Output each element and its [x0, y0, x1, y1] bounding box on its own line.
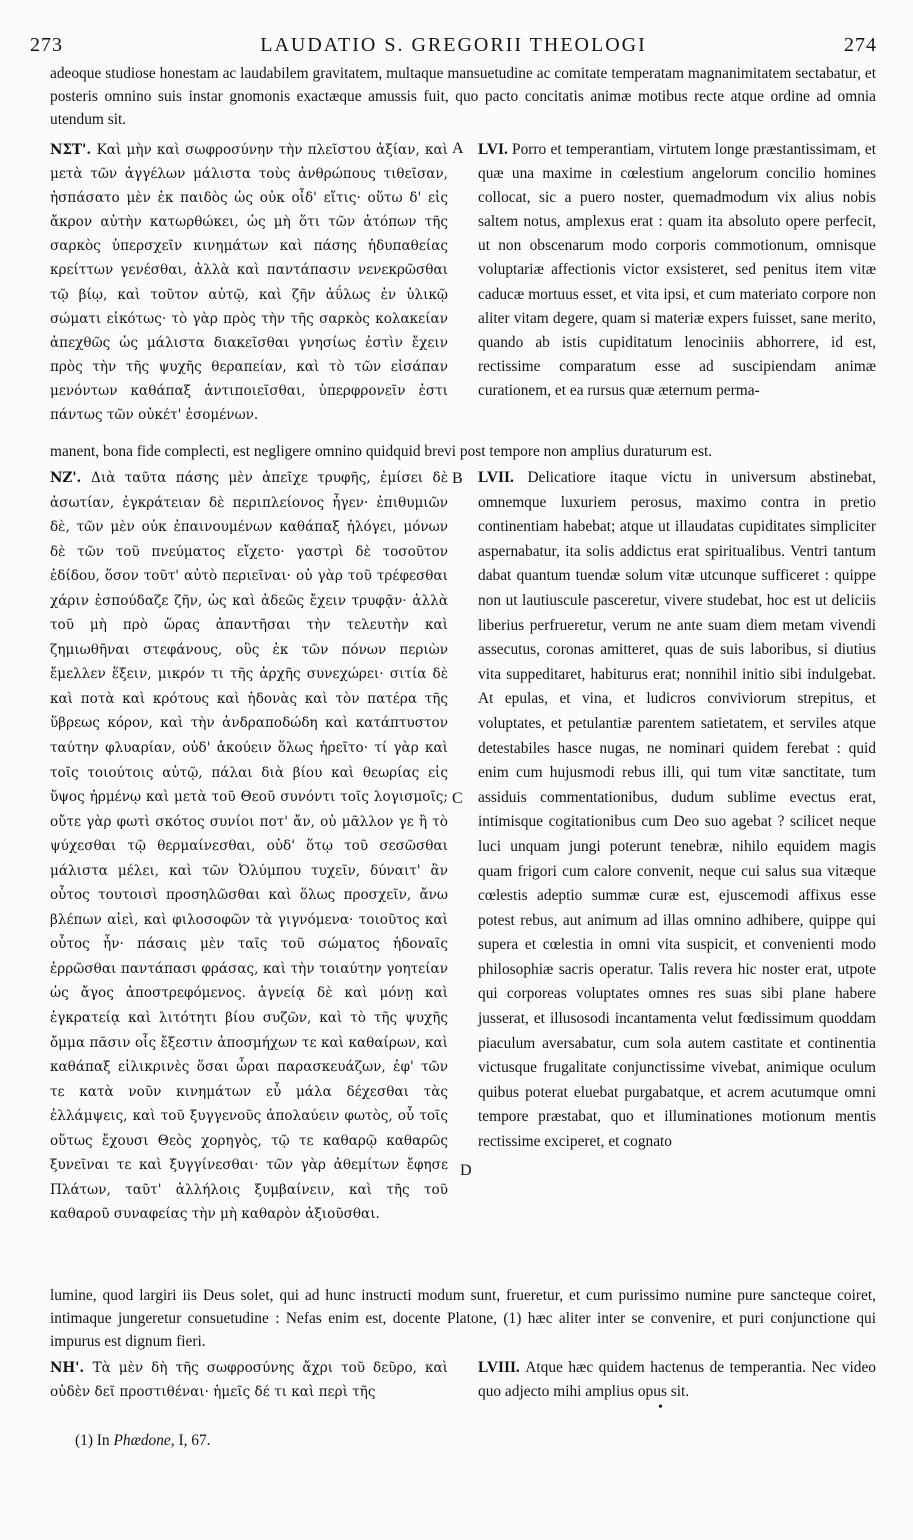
- latin-paragraph-58: [478, 1356, 876, 1404]
- greek-paragraph-56: [50, 138, 448, 427]
- greek-text-58: Τὰ μὲν δὴ τῆς σωφροσύνης ἄχρι τοῦ δεῦρο, καὶ οὐδὲν δεῖ προστιθέναι· ἡμεῖς δέ τι καὶ περὶ τῆς: [50, 1360, 448, 1401]
- margin-letter-d: D: [460, 1162, 472, 1179]
- margin-letter-c: C: [452, 790, 463, 807]
- footnote: [75, 1432, 211, 1450]
- latin-bridge-57: lumine, quod largiri iis Deus solet, qui ad hunc instructi modum sunt, frueretur, et cum purissimo numine pure sancteque coiret, intimaque jungeretur consuetudine : Nefas enim est, docente Platone, (1) hæc aliter inter se convenire, et puri conjunctione qui impurus est dignum fieri.: [50, 1287, 876, 1351]
- greek-section-number-57: ΝΖ'.: [50, 470, 92, 486]
- latin-section-number-56: LVI.: [478, 141, 513, 158]
- page-number-left: 273: [30, 34, 63, 56]
- page-number-right: 274: [844, 34, 877, 56]
- greek-section-number-56: ΝΣΤ'.: [50, 142, 97, 158]
- greek-text-57: Διὰ ταῦτα πάσης μὲν ἀπεῖχε τρυφῆς, ἐμίσει δὲ ἀσωτίαν, ἐγκράτειαν δὲ περιπλείονος ἦγεν· ἐπιθυμιῶν δὲ, τῶν μὲν οὐκ ἐπαινουμένων καθάπαξ ἠλόγει, μόνων δὲ τῶν τοῦ πνεύματος εἴχετο· γαστρὶ δὲ τοσοῦτον ἐδίδου, ὅσον τοῦτ' αὐτὸ περιεῖναι· οὐ γὰρ τοῦ τρέφεσθαι χάριν ἐσπούδαζε ζῆν, ὡς καὶ ἀδεῶς ἔχειν τρυφᾷν· ἀλλὰ τοῦ μὴ πρὸ ὥρας ἀπαντῆσαι τὴν τελευτὴν καὶ ζημιωθῆναι στεφάνους, οὓς ἐκ τῶν πόνων περιὼν ἔμελλεν ἕξειν, μικρόν τι τῆς ἀρχῆς συνεχώρει· σιτία δὲ καὶ ποτὰ καὶ κρότους καὶ ἡδονὰς καὶ τὸν πατέρα τῆς ὕβρεως κόρον, καὶ τὴν ἀνδραποδώδη καὶ κατάπτυστον ταύτην φλυαρίαν, οὐδ' ἀκούειν ὅλως ἠρεῖτο· τί γὰρ καὶ τοῖς τοιούτοις αὐτῷ, πάλαι διὰ βίου καὶ θεωρίας εἰς ὕψος ἠρμένῳ καὶ μετὰ τοῦ Θεοῦ συνόντι τοῖς λογισμοῖς; οὔτε γὰρ φωτὶ σκότος συνίοι ποτ' ἄν, οὐ μᾶλλον γε ἢ τὸ ψύχεσθαι τῷ θερμαίνεσθαι, οὐδ' ὅτῳ τοῦ σεσῶσθαι μάλιστα μέλει, καὶ τῶν Ὀλύμπου τυχεῖν, δύναιτ' ἂν οὗτος τουτοισὶ προσηλῶσθαι καὶ ὅλως προσχεῖν, ἄνω βλέπων αἰεὶ, καὶ φιλοσοφῶν τὰ γιγνόμενα· τοιοῦτος καὶ οὗτος ἦν· πάσαις μὲν ταῖς τοῦ σώματος ἡδοναῖς ἐρρῶσθαι παντάπασι φράσας, καὶ τὴν τοιαύτην γοητείαν ὡς ἄγος ἀποστρεφόμενος. ἁγνείᾳ δὲ καὶ μόνῃ καὶ ἐγκρατείᾳ καὶ λιτότητι βίου συζῶν, καὶ τὸ τῆς ψυχῆς ὄμμα πᾶσιν οἷς ἔξεστιν ἀποσμήχων τε καὶ καθαίρων, καὶ καθάπαξ εἰλικρινὲς ὅσαι ὧραι παρασκευάζων, ἐφ' τῶν τε κατὰ νοῦν κινημάτων εὖ μάλα δέχεσθαι τὰς ἐλλάμψεις, καὶ τοῦ ξυγγενοῦς ἀπολαύειν φωτὸς, οὗ τοῖς οὕτως ἔχουσι Θεὸς χορηγὸς, τῷ τε καθαρῷ καθαρῶς ξυνεῖναι τε καὶ ξυγγίνεσθαι· τῶν γὰρ ἀθεμίτων ἔφησε Πλάτων, ταῦτ' ἀλλήλοις ξυμβαίνειν, καὶ τῆς τοῦ καθαροῦ συναφείας τὴν μὴ καθαρὸν ἀξιοῦσθαι.: [50, 470, 448, 1223]
- greek-section-number-58: ΝΗ'.: [50, 1360, 93, 1376]
- latin-text-56: Porro et temperantiam, virtutem longe præstantissimam, et quæ una maxime in cœlestium angelorum concilio homines collocat, sic a puero noster, quemadmodum vix alius nobis saltem notus, amplexus erat : quam ita absoluto opere perfecit, ut non obscenarum modo corporis commotionum, omnisque voluptariæ affectionis victor exsisteret, sed penitus item vitæ caducæ mortuus esset, et vita ipsi, et cum materiato corpore non aliter vitam degere, quam si materiæ expers fuisset, sane merito, quando ab istis cupiditatum lenociniis abhorrere, id est, rectissime comparatum esse ad suscipiendam animæ curationem, et ea rursus quæ æternum perma-: [478, 141, 876, 399]
- greek-paragraph-57: [50, 466, 448, 1227]
- footnote-ref: , I, 67.: [170, 1432, 211, 1449]
- latin-section-number-57: LVII.: [478, 469, 528, 486]
- footnote-prefix: (1) In: [75, 1432, 114, 1449]
- running-header: [30, 34, 877, 60]
- latin-section-number-58: LVIII.: [478, 1359, 526, 1376]
- footnote-work: Phædone: [113, 1432, 171, 1449]
- greek-text-56: Καὶ μὴν καὶ σωφροσύνην τὴν πλεῖστου ἀξίαν, καὶ μετὰ τῶν ἀγγέλων μάλιστα τοὺς ἀνθρώπους τιθεῖσαν, ἠσπάσατο μὲν ἐκ παιδὸς ὡς οὐκ οἶδ' εἴτις· οὕτω δ' εἰς ἄκρον αὐτὴν κατωρθώκει, ὡς μὴ ὅτι τῶν ἀτόπων τῆς σαρκὸς ὑπερσχεῖν κινημάτων καὶ πάσης ἡδυπαθείας κρείττων γενέσθαι, ἀλλὰ καὶ παντάπασιν νενεκρῶσθαι τῷ βίῳ, καὶ τοῦτον αὐτῷ, καὶ ζῆν ἀΰλως ἐν ὑλικῷ σώματι εἰκότως· τὸ γὰρ πρὸς τὴν τῆς σαρκὸς κολακείαν ἀπεχθῶς ὡς μάλιστα διακεῖσθαι γνησίως ἐστὶν ἔχειν πρὸς τὴν τῆς ψυχῆς θεραπείαν, καὶ τὸ τῶν εἰσάπαν μενόντων καθάπαξ ἀντιποιεῖσθαι, ὑπερφρονεῖν ἐστι πάντως τῶν οὐκέτ' ἐσομένων.: [50, 142, 448, 424]
- running-title: LAUDATIO S. GREGORII THEOLOGI: [260, 34, 647, 56]
- margin-letter-b: B: [452, 470, 463, 487]
- latin-bridge-56: manent, bona fide complecti, est negligere omnino quidquid brevi post tempore non amplius duraturum est.: [50, 443, 713, 460]
- top-latin-paragraph: adeoque studiose honestam ac laudabilem gravitatem, multaque mansuetudine ac comitate temperatam magnanimitatem sectabatur, et posteris omnino suis instar gnomonis exactæque amussis fuit, quo pacto concitatis animæ motibus recte atque ordine ad omnia utendum sit.: [50, 65, 876, 129]
- latin-paragraph-57: [478, 466, 876, 1155]
- latin-text-57: Delicatiore itaque victu in universum abstinebat, omnemque luxuriem perosus, maximo contra in pretio continentiam habebat; atque ut illaudatas cupiditates simpliciter aspernabatur, ita solis addictus erat spiritualibus. Ventri tantum dabat quantum tuendæ solum vitæ utcunque sufficeret : quippe non ut lautiuscule pasceretur, vivere studebat, hoc est ut deliciis liberius perfrueretur, verum ne ante suam diem metam vivendi assecutus, coronas amitteret, quas de suis laboribus, si diutius vita suppeditaret, habiturus erat; nonnihil initio sibi indulgebat. At epulas, et vina, et ludicros conviviorum strepitus, et voluptates, et petulantiæ parentem satietatem, et serviles atque detestabiles hasce nugas, ne nominari quidem ferebat : quid enim cum hujusmodi rebus illi, qui tum vitæ sanctitate, tum assiduis commentationibus, dudum sublime evectus erat, intimisque cogitationibus cum Deo suo agebat ? scilicet neque luci unquam jungi poterunt tenebræ, nihilo equidem magis quam frigori cum calore convenit, neque cui salus sua vitæque cœlestis adeptio summæ curæ est, ejuscemodi affixus esse potest rebus, aut animum ad illas omnino adhibere, quippe qui supera et cœlestia in omni vita suspicit, et convenienti modo philosophiæ sacris operatur. Talis revera hic noster erat, utpote qui corporeas voluptates omnes res suas sibi plane habere jusserat, et illusosodi incantamenta velut fœdissimum quoddam piaculum aversabatur, cum sola autem castitate et continentia victusque frugalitate conjunctissime vivebat, animique oculum quibus poterat eluebat purgabatque, et acrem acutumque omni tempore præstabat, quo et illuminationes motionum mentis rectissime exciperet, et cognato: [478, 469, 877, 1151]
- latin-text-58: Atque hæc quidem hactenus de temperantia. Nec video quo adjecto mihi amplius opus sit.: [478, 1359, 876, 1401]
- separator-dot: •: [658, 1400, 663, 1415]
- margin-letter-a: A: [452, 140, 464, 157]
- latin-paragraph-56: [478, 138, 876, 403]
- greek-paragraph-58: [50, 1356, 448, 1404]
